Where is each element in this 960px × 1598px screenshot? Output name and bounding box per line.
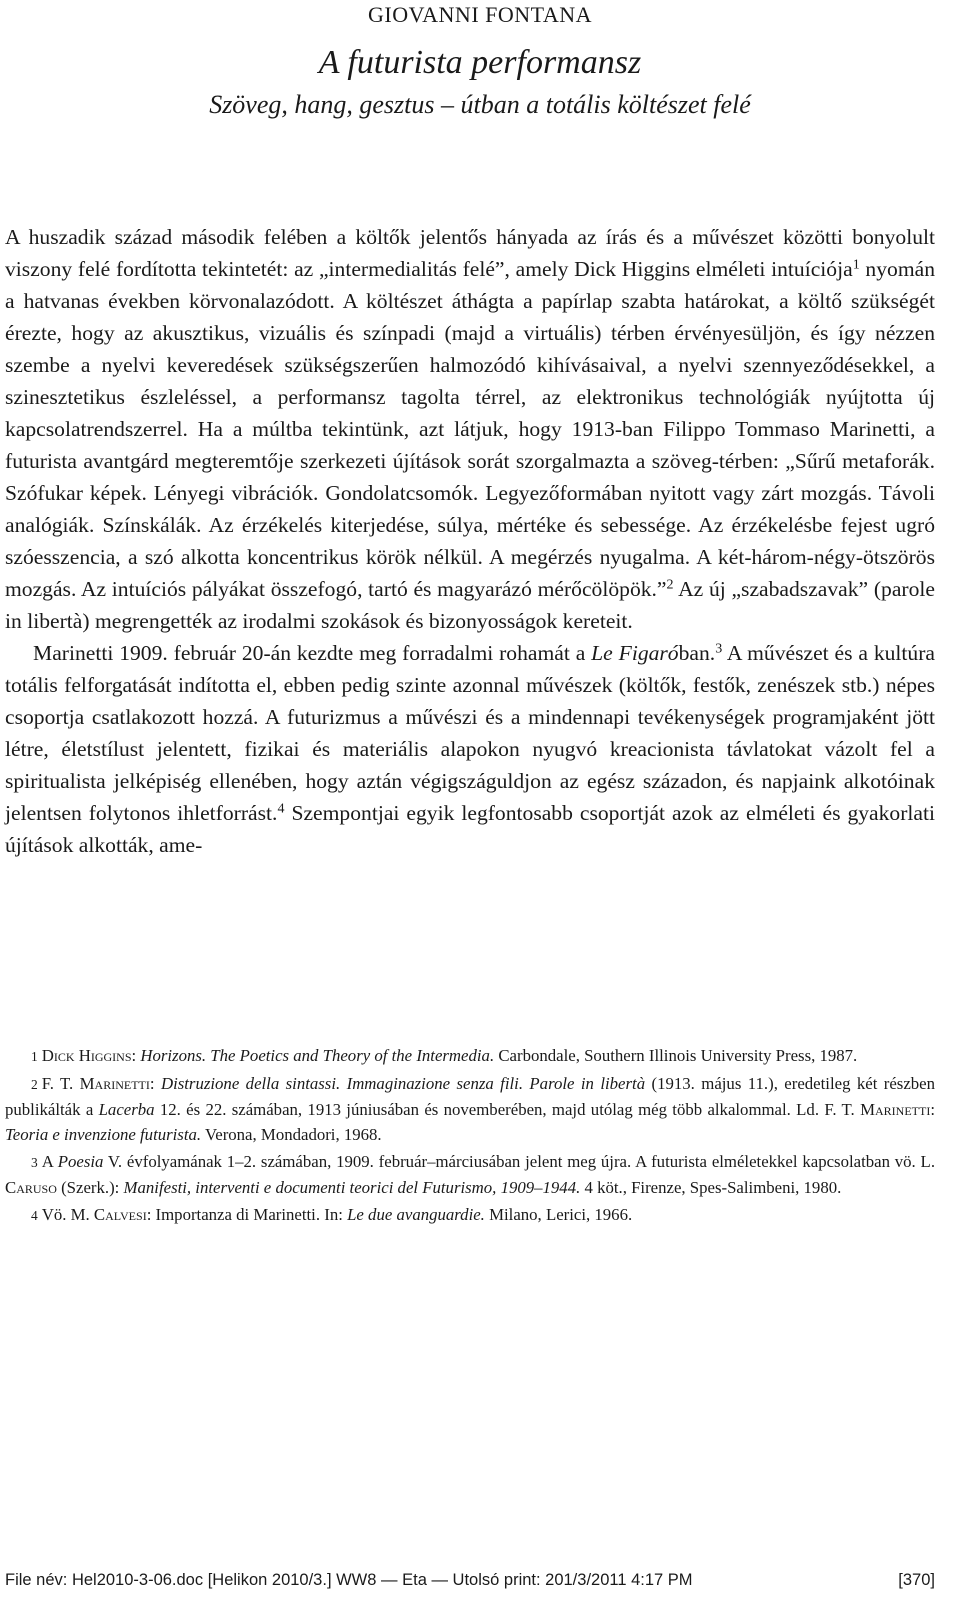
footnotes: [5, 1043, 935, 1230]
footnote-ref-3: 3: [715, 640, 723, 657]
page-footer: [5, 1571, 935, 1595]
footnote-1: 1 Dick Higgins: Horizons. The Poetics and Theory of the Intermedia. Carbondale, Southern Illinois University Press, 1987.: [31, 1046, 858, 1065]
page-number: [370]: [898, 1571, 935, 1589]
footnote-3: 3 A Poesia V. évfolyamának 1–2. számában, 1909. február–márciusában jelent meg újra. A futurista elméletekkel kapcsolatban vö. L. Caruso (Szerk.): Manifesti, interventi e documenti teorici del Futurismo, 1909–1944. 4 köt., Firenze, Spes-Salimbeni, 1980.: [5, 1152, 936, 1197]
article-title: A futurista performansz: [318, 44, 642, 81]
paragraph-1: A huszadik század második felében a költők jelentős hányada az írás és a művészet közötti bonyolult viszony felé fordította tekintetét: az „intermedialitás felé”, amely Dick Higgins elméleti intuíciója$^1$ nyomán a hatvanas években körvonalazódott. A költészet áthágta a papírlap szabta határokat, a költő szükségét érezte, hogy az akusztikus, vizuális és színpadi (majd a virtuális) térben érvényesüljön, és így nézzen szembe a nyelvi keveredések szükségszerűen halmozódó kihívásaival, a nyelvi szennyeződésekkel, a szinesztetikus észleléssel, a performansz tagolta térrel, az elektronikus technológiák nyújtotta új kapcsolatrendszerrel. Ha a múltba tekintünk, azt látjuk, hogy 1913-ban Filippo Tommaso Marinetti, a futurista avantgárd megteremtője szerkezeti újítások sorát szorgalmazta a szöveg-térben: „Sűrű metaforák. Szófukar képek. Lényegi vibrációk. Gondolatcsomók. Legyezőformában nyitott vagy zárt mozgás. Távoli analógiák. Színskálák. Az érzékelés kiterjedése, súlya, mértéke és sebessége. Az érzékelésbe fejest ugró szóesszencia, a szó alkotta koncentrikus körök nélkül. A megérzés nyugalma. A két-három-négy-ötszörös mozgás. Az intuíciós pályákat összefogó, tartó és magyarázó mérőcölöpök.”$^2$ Az új „szabadszavak” (parole in libertà) megrengették az irodalmi szokások és bizonyosságok kereteit.: [5, 225, 935, 633]
file-info: File név: Hel2010-3-06.doc [Helikon 2010/3.] WW8 — Eta — Utolsó print: 201/3/2011 4:17 PM: [5, 1571, 693, 1589]
footnote-4: 4 Vö. M. Calvesi: Importanza di Marinetti. In: Le due avanguardie. Milano, Lerici, 1966.: [31, 1205, 633, 1224]
footnote-2: 2 F. T. Marinetti: Distruzione della sintassi. Immaginazione senza fili. Parole in libertà (1913. május 11.), eredetileg két részben publikálták a Lacerba 12. és 22. számában, 1913 júniusában és novemberében, majd utólag még több alkalommal. Ld. F. T. Marinetti: Teoria e invenzione futurista. Verona, Mondadori, 1968.: [5, 1074, 936, 1144]
author-name: GIOVANNI FONTANA: [368, 2, 592, 27]
footnote-ref-1: 1: [852, 256, 860, 273]
paragraph-2: Marinetti 1909. február 20-án kezdte meg forradalmi rohamát a Le Figaróban.$^3$ A művészet és a kultúra totális felforgatását indította el, ebben pedig szinte azonnal művészek (költők, festők, zenészek stb.) népes csoportja csatlakozott hozzá. A futurizmus a művészi és a mindennapi tevékenységek programjaként jött létre, életstílust jelentett, fizikai és materiális alapokon nyugvó kreacionista távlatokat vázolt fel a spiritualista jelképiség ellenében, hogy aztán végigszáguldjon az egész századon, és napjaink alkotóinak jelentsen folytonos ihletforrást.$^4$ Szempontjai egyik legfontosabb csoportját azok az elméleti és gyakorlati újítások alkották, ame-: [5, 640, 936, 857]
article-subtitle: Szöveg, hang, gesztus – útban a totális költészet felé: [209, 90, 751, 119]
main-text: [5, 221, 935, 861]
footnote-ref-2: 2: [666, 576, 674, 593]
footnote-ref-4: 4: [277, 800, 285, 817]
